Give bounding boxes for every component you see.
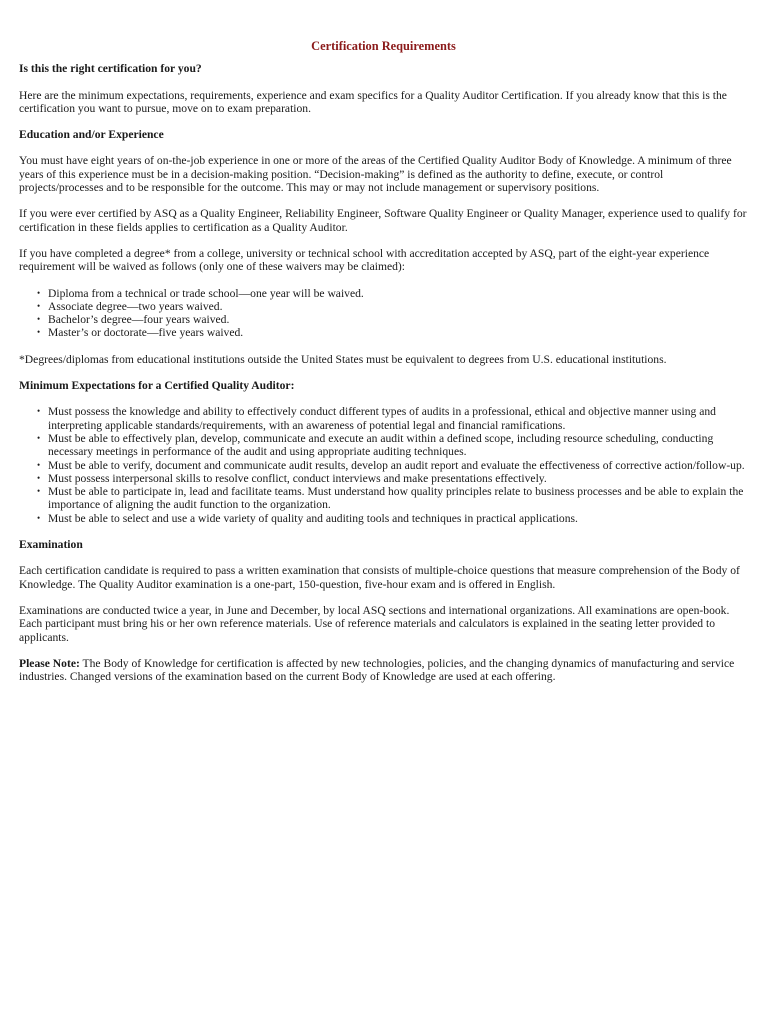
list-item: • Must possess the knowledge and ability to effectively conduct different types of audits in a professional, ethical and objective manner using and interpreting applicable standards/requirements, with an awareness of potential legal and financial ramifications. — [48, 405, 748, 432]
list-item: • Associate degree—two years waived. — [48, 300, 748, 313]
list-item: • Must possess interpersonal skills to resolve conflict, conduct interviews and make presentations effectively. — [48, 472, 748, 485]
list-item: • Bachelor’s degree—four years waived. — [48, 313, 748, 326]
list-item: • Must be able to effectively plan, develop, communicate and execute an audit within a defined scope, including resource scheduling, conducting necessary meetings in performance of the audit and using appropriate auditing techniques. — [48, 432, 748, 459]
waiver-list — [19, 287, 748, 340]
degree-footnote: *Degrees/diplomas from educational institutions outside the United States must be equivalent to degrees from U.S. educational institutions. — [19, 352, 667, 366]
list-item: • Must be able to participate in, lead and facilitate teams. Must understand how quality principles relate to business processes and be able to explain the importance of aligning the audit function to the organization. — [48, 485, 748, 512]
education-paragraph-experience: You must have eight years of on-the-job experience in one or more of the areas of the Certified Quality Auditor Body of Knowledge. A minimum of three years of this experience must be in a decision-making position. “Decision-making” is defined as the authority to define, execute, or control projects/processes and to be responsible for the outcome. This may or may not include management or supervisory positions. — [19, 154, 732, 195]
page-title: Certification Requirements — [311, 39, 456, 53]
please-note-paragraph — [19, 657, 748, 684]
expectations-list — [19, 405, 748, 525]
intro-heading: Is this the right certification for you? — [19, 62, 202, 76]
expectations-heading: Minimum Expectations for a Certified Quality Auditor: — [19, 379, 295, 393]
education-paragraph-degree-waiver: If you have completed a degree* from a college, university or technical school with accreditation accepted by ASQ, part of the eight-year experience requirement will be waived as follows (only one of these waivers may be claimed): — [19, 246, 710, 274]
please-note-label: Please Note: — [19, 656, 80, 670]
examination-paragraph-schedule: Examinations are conducted twice a year, in June and December, by local ASQ sections and international organizations. All examinations are open-book. Each participant must bring his or her own reference materials. Use of reference materials and calculators is explained in the seating letter provided to applicants. — [19, 603, 730, 644]
examination-heading: Examination — [19, 538, 83, 552]
list-item: • Must be able to select and use a wide variety of quality and auditing tools and techniques in practical applications. — [48, 512, 748, 525]
list-item: • Master’s or doctorate—five years waived. — [48, 326, 748, 339]
list-item: • Diploma from a technical or trade school—one year will be waived. — [48, 287, 748, 300]
list-item: • Must be able to verify, document and communicate audit results, develop an audit report and evaluate the effectiveness of corrective action/follow-up. — [48, 459, 748, 472]
education-paragraph-prior-certification: If you were ever certified by ASQ as a Quality Engineer, Reliability Engineer, Software Quality Engineer or Quality Manager, experience used to qualify for certification in these fields applies to certification as a Quality Auditor. — [19, 207, 747, 234]
please-note-text: The Body of Knowledge for certification is affected by new technologies, policies, and the changing dynamics of manufacturing and service industries. Changed versions of the examination based on the current Body of Knowledge are used at each offering. — [19, 656, 735, 684]
intro-paragraph: Here are the minimum expectations, requirements, experience and exam specifics for a Quality Auditor Certification. If you already know that this is the certification you want to pursue, move on to exam preparation. — [19, 88, 727, 115]
education-heading: Education and/or Experience — [19, 128, 164, 142]
examination-paragraph-format: Each certification candidate is required to pass a written examination that consists of multiple-choice questions that measure comprehension of the Body of Knowledge. The Quality Auditor examination is a one-part, 150-question, five-hour exam and is offered in English. — [19, 564, 740, 591]
